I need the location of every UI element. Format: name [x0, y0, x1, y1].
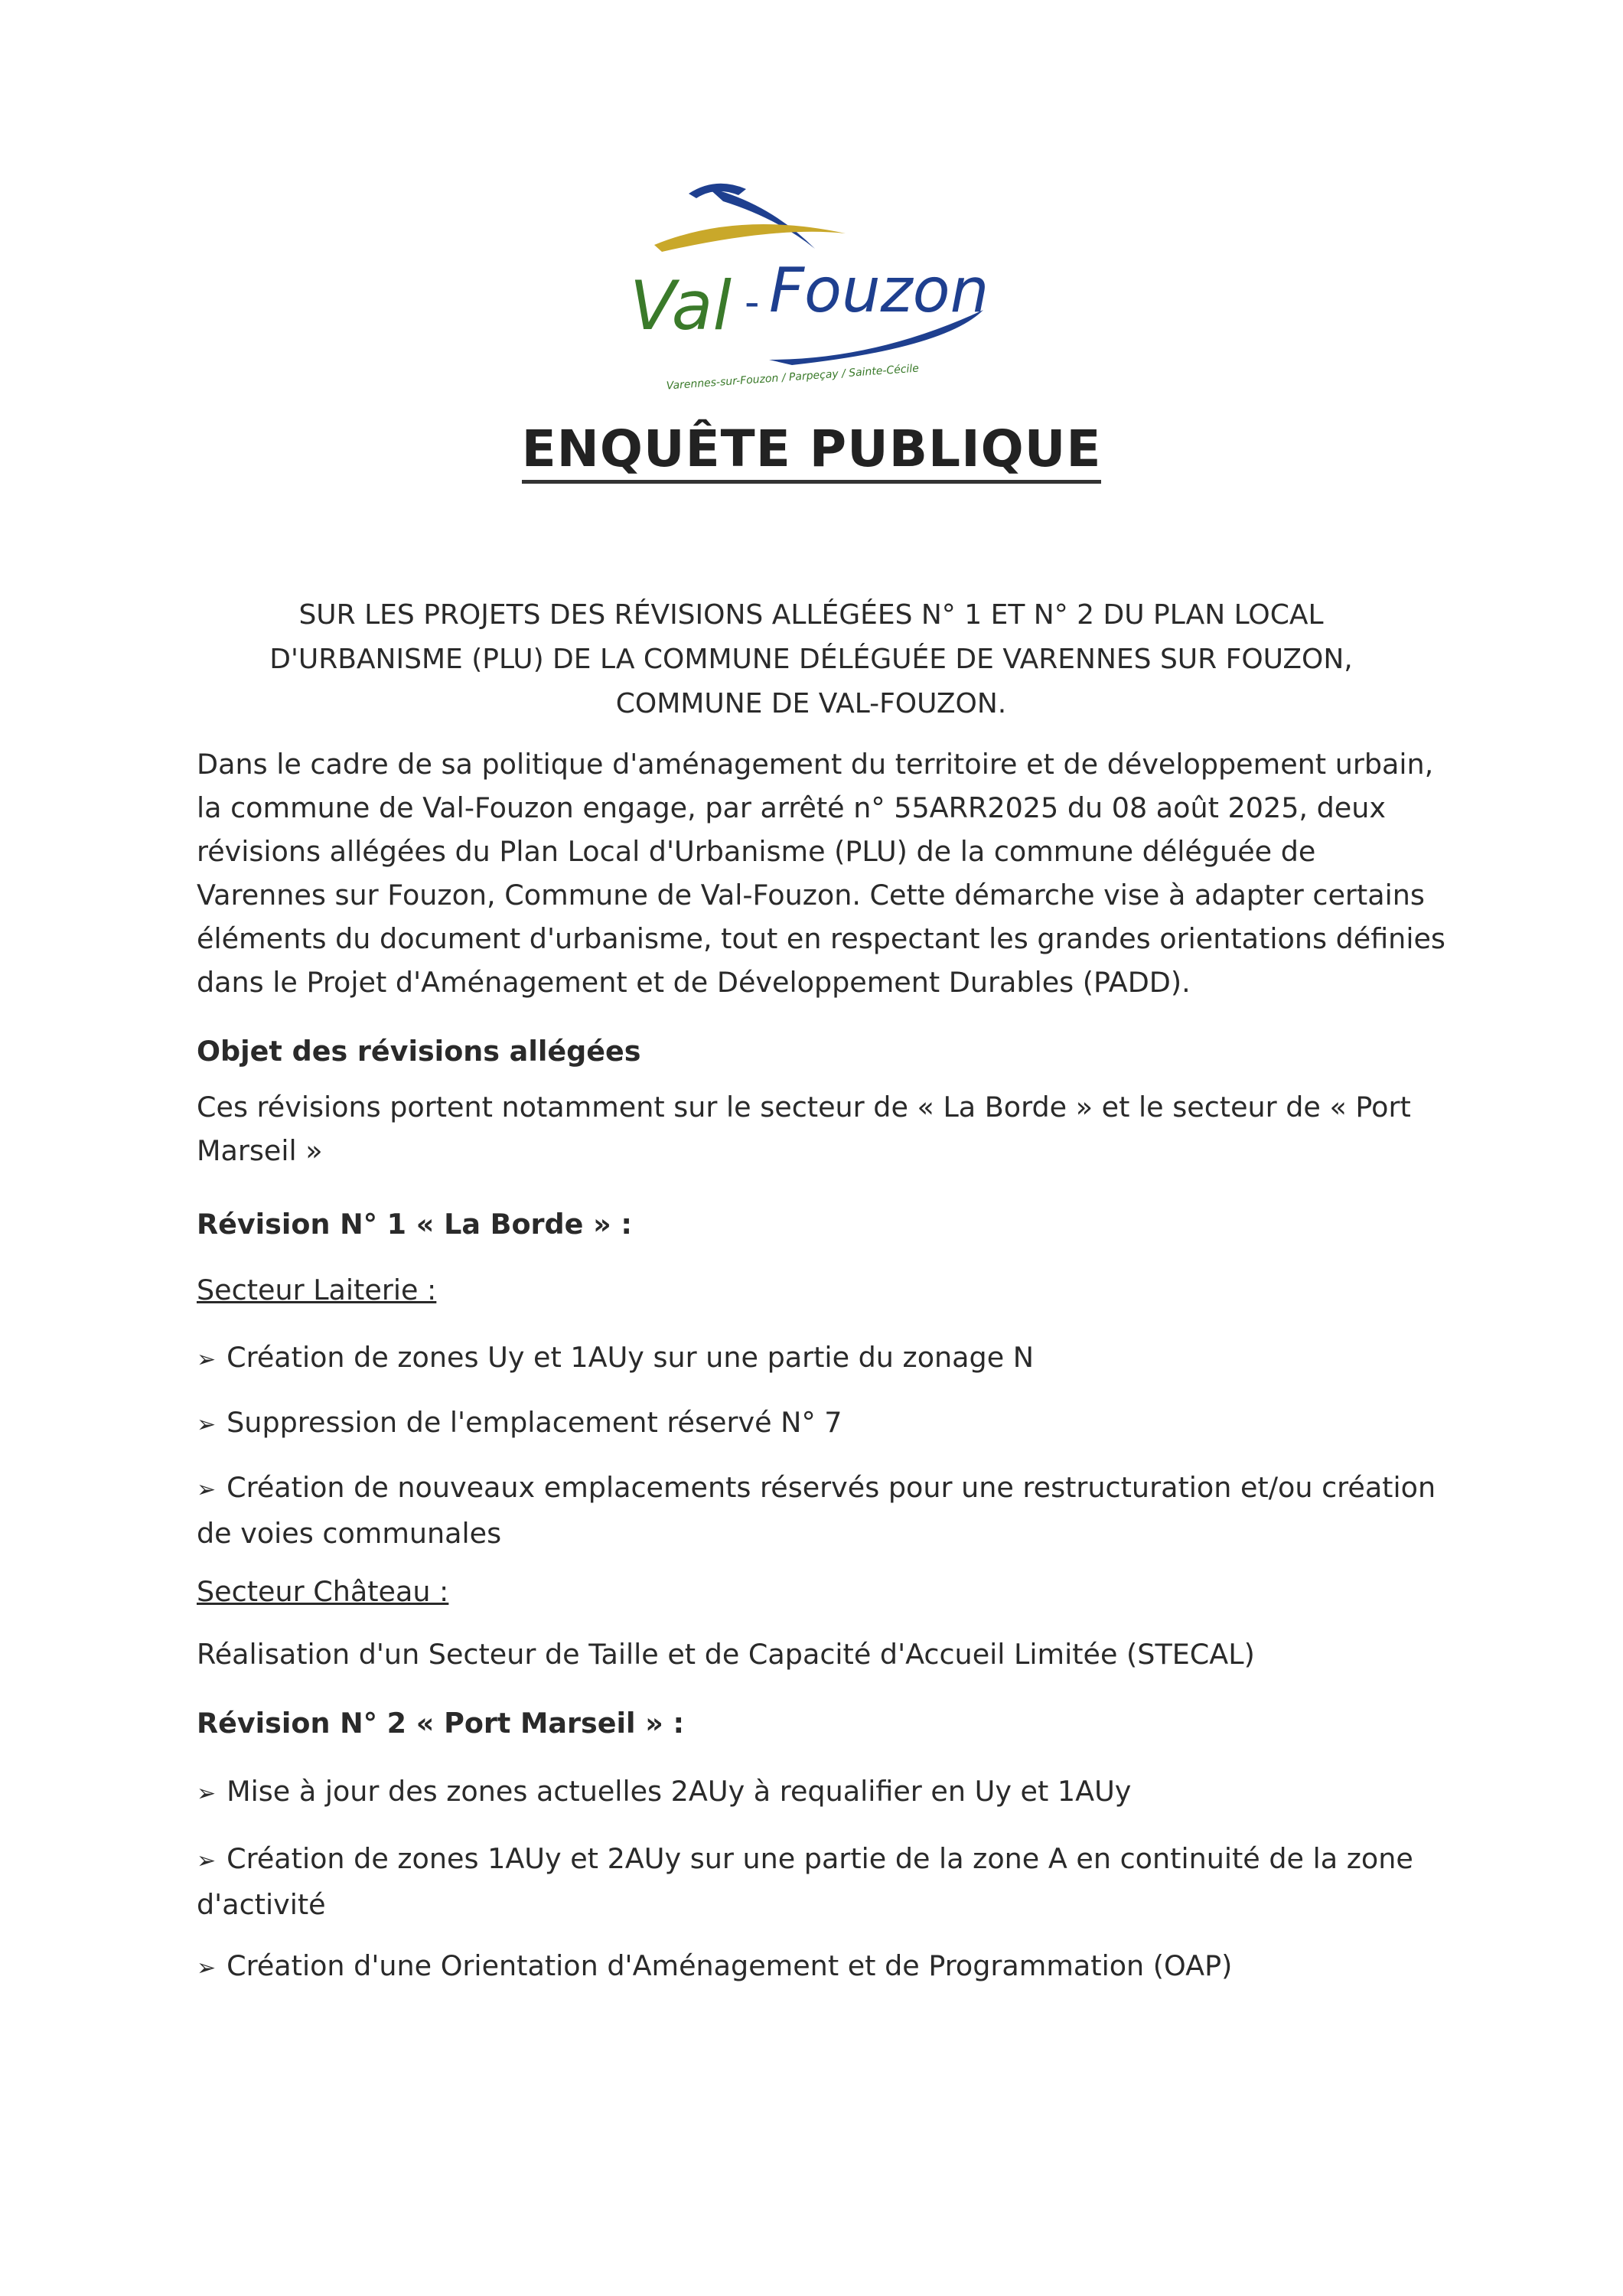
arrowhead-bullet-icon: ➢: [197, 1346, 217, 1373]
arrowhead-bullet-icon: ➢: [197, 1780, 217, 1807]
revision1-heading: Révision N° 1 « La Borde » :: [197, 1208, 633, 1241]
list-item-text: Mise à jour des zones actuelles 2AUy à requalifier en Uy et 1AUy: [227, 1775, 1132, 1808]
secteur-chateau-heading: Secteur Château :: [197, 1575, 449, 1608]
list-item: [197, 1401, 1452, 1446]
subtitle-line-1: SUR LES PROJETS DES RÉVISIONS ALLÉGÉES N° 1 ET N° 2 DU PLAN LOCAL: [298, 599, 1324, 631]
objet-heading: Objet des révisions allégées: [197, 1035, 641, 1068]
logo-graphic: [624, 172, 1006, 394]
intro-paragraph: Dans le cadre de sa politique d'aménagement du territoire et de développement urbain, la commune de Val-Fouzon engage, par arrêté n° 55ARR2025 du 08 août 2025, deux révisions allégées du Plan Local d'Urbanisme (PLU) de la commune déléguée de Varennes sur Fouzon, Commune de Val-Fouzon. Cette démarche vise à adapter certains éléments du document d'urbanisme, tout en respectant les grandes orientations définies dans le Projet d'Aménagement et de Développement Durables (PADD).: [197, 748, 1445, 999]
val-fouzon-logo: [624, 172, 1006, 394]
list-item-text: Création de nouveaux emplacements réservés pour une restructuration et/ou création de voies communales: [197, 1471, 1436, 1550]
logo-gold-swoosh-icon: [654, 224, 846, 252]
list-item: [197, 1336, 1452, 1381]
logo-word-val: Val: [630, 266, 732, 345]
list-item-text: Suppression de l'emplacement réservé N° 7: [227, 1406, 842, 1439]
revision2-heading: Révision N° 2 « Port Marseil » :: [197, 1707, 685, 1740]
secteur-laiterie-heading: Secteur Laiterie :: [197, 1274, 437, 1306]
logo-word-fouzon: Fouzon: [769, 255, 989, 326]
arrowhead-bullet-icon: ➢: [197, 1476, 217, 1503]
subtitle: [191, 593, 1431, 726]
page-title-text: ENQUÊTE PUBLIQUE: [522, 419, 1102, 484]
list-item-text: Création de zones 1AUy et 2AUy sur une partie de la zone A en continuité de la zone d'activité: [197, 1842, 1413, 1921]
arrowhead-bullet-icon: ➢: [197, 1955, 217, 1981]
subtitle-line-3: COMMUNE DE VAL-FOUZON.: [615, 688, 1007, 719]
list-item-text: Création d'une Orientation d'Aménagement et de Programmation (OAP): [227, 1949, 1233, 1982]
list-item: [197, 1944, 1452, 1990]
list-item-text: Création de zones Uy et 1AUy sur une partie du zonage N: [227, 1341, 1035, 1374]
arrowhead-bullet-icon: ➢: [197, 1848, 217, 1874]
list-item: [197, 1769, 1452, 1815]
list-item: [197, 1837, 1452, 1926]
arrowhead-bullet-icon: ➢: [197, 1411, 217, 1438]
logo-separator: -: [745, 278, 760, 326]
list-item: [197, 1466, 1452, 1555]
objet-text: Ces révisions portent notamment sur le secteur de « La Borde » et le secteur de « Port Marseil »: [197, 1091, 1411, 1167]
logo-tagline: Varennes-sur-Fouzon / Parpeçay / Sainte-Cécile: [666, 362, 920, 393]
page-title: [0, 419, 1623, 478]
subtitle-line-2: D'URBANISME (PLU) DE LA COMMUNE DÉLÉGUÉE DE VARENNES SUR FOUZON,: [269, 644, 1353, 675]
chateau-text: Réalisation d'un Secteur de Taille et de Capacité d'Accueil Limitée (STECAL): [197, 1638, 1255, 1671]
